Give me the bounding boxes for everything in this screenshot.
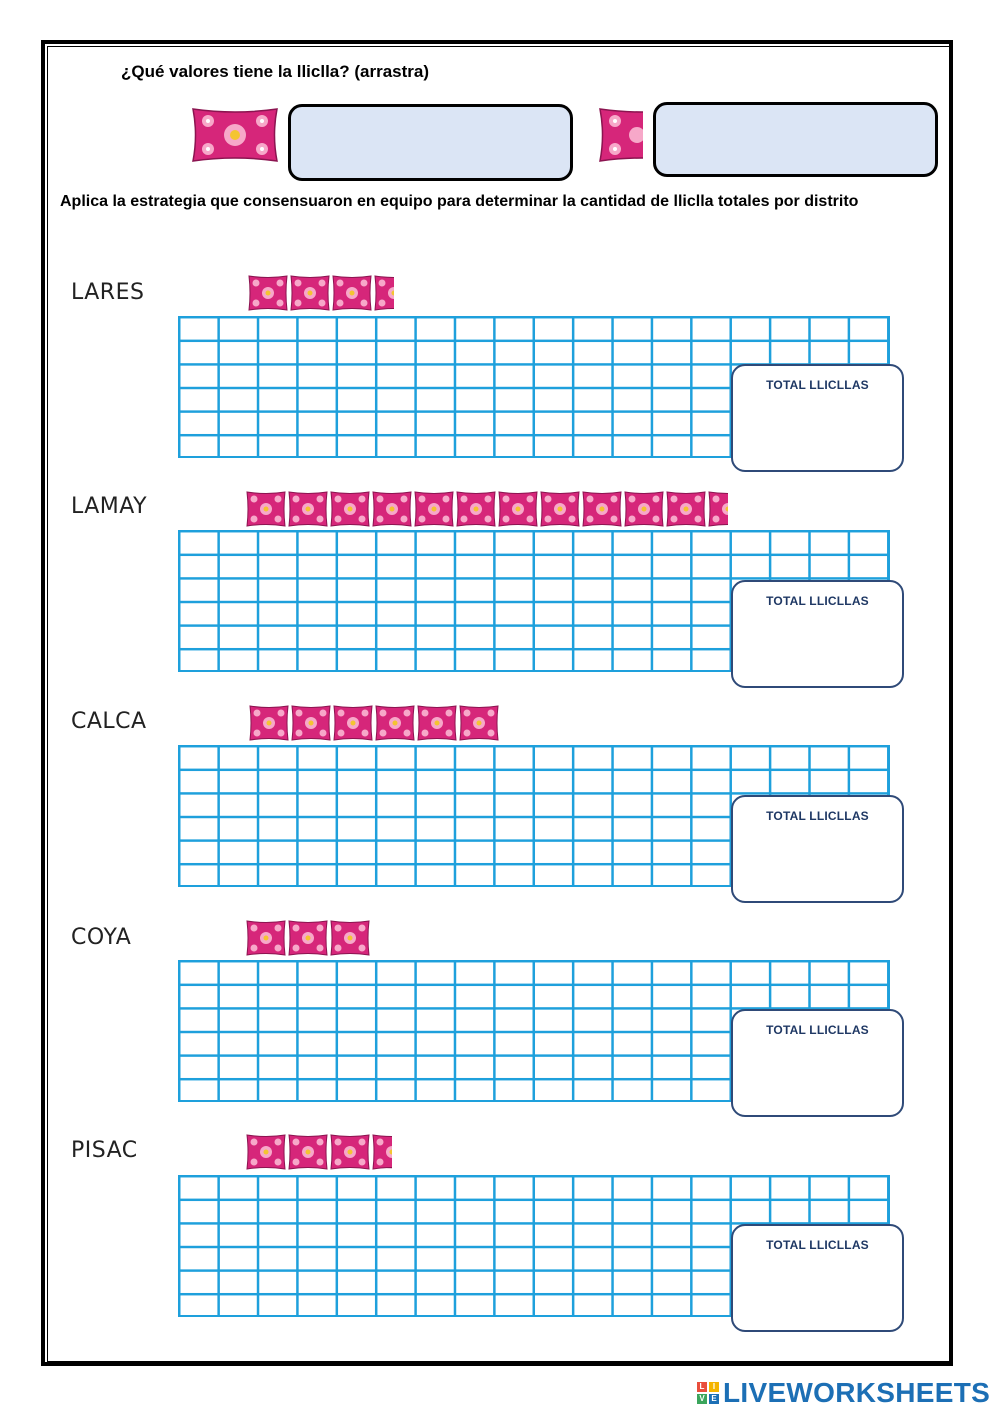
pillow-icon-half[interactable] (597, 105, 643, 165)
pillow-icon-large[interactable] (190, 105, 280, 170)
worksheet-border (41, 40, 953, 1366)
district-label: COYA (71, 925, 132, 950)
pillow-icon (414, 490, 454, 528)
pillow-icon (288, 490, 328, 528)
pillow-row (248, 274, 396, 312)
pillow-icon (246, 919, 286, 957)
total-box[interactable] (731, 795, 904, 903)
pillow-icon (288, 1133, 328, 1171)
liveworksheets-logo (697, 1377, 990, 1409)
instruction-text: Aplica la estrategia que consensuaron en equipo para determinar la cantidad de lliclla totales por distrito (60, 193, 859, 210)
pillow-icon (540, 490, 580, 528)
pillow-row (246, 490, 730, 528)
pillow-icon (372, 490, 412, 528)
pillow-icon (666, 490, 706, 528)
pillow-icon (248, 274, 288, 312)
half-pillow-icon (708, 490, 728, 528)
pillow-icon (375, 704, 415, 742)
total-box[interactable] (731, 364, 904, 472)
district-label: LAMAY (71, 494, 148, 519)
pillow-icon (291, 704, 331, 742)
question-text: ¿Qué valores tiene la lliclla? (arrastra) (121, 62, 430, 81)
answer-drop-box-2[interactable] (653, 102, 938, 177)
pillow-icon (246, 1133, 286, 1171)
logo-text: LIVEWORKSHEETS (723, 1377, 991, 1408)
total-box[interactable] (731, 580, 904, 688)
total-label: TOTAL LLICLLAS (766, 1238, 869, 1252)
total-label: TOTAL LLICLLAS (766, 378, 869, 392)
half-pillow-icon (374, 274, 394, 312)
pillow-icon (330, 919, 370, 957)
half-pillow-icon (372, 1133, 392, 1171)
district-label: CALCA (71, 709, 147, 734)
pillow-icon (333, 704, 373, 742)
total-box[interactable] (731, 1009, 904, 1117)
pillow-icon (330, 1133, 370, 1171)
total-label: TOTAL LLICLLAS (766, 1023, 869, 1037)
pillow-icon (582, 490, 622, 528)
logo-mark-icon: L I V E (697, 1382, 719, 1404)
pillow-icon (332, 274, 372, 312)
pillow-icon (456, 490, 496, 528)
pillow-icon (249, 704, 289, 742)
district-label: LARES (71, 280, 145, 305)
pillow-icon (330, 490, 370, 528)
pillow-row (246, 1133, 394, 1171)
pillow-icon (290, 274, 330, 312)
pillow-icon (624, 490, 664, 528)
pillow-icon (288, 919, 328, 957)
pillow-row (249, 704, 501, 742)
total-box[interactable] (731, 1224, 904, 1332)
pillow-icon (498, 490, 538, 528)
answer-drop-box-1[interactable] (288, 104, 573, 181)
district-label: PISAC (71, 1138, 138, 1163)
pillow-icon (246, 490, 286, 528)
pillow-icon (459, 704, 499, 742)
total-label: TOTAL LLICLLAS (766, 809, 869, 823)
pillow-icon (417, 704, 457, 742)
total-label: TOTAL LLICLLAS (766, 594, 869, 608)
pillow-row (246, 919, 372, 957)
